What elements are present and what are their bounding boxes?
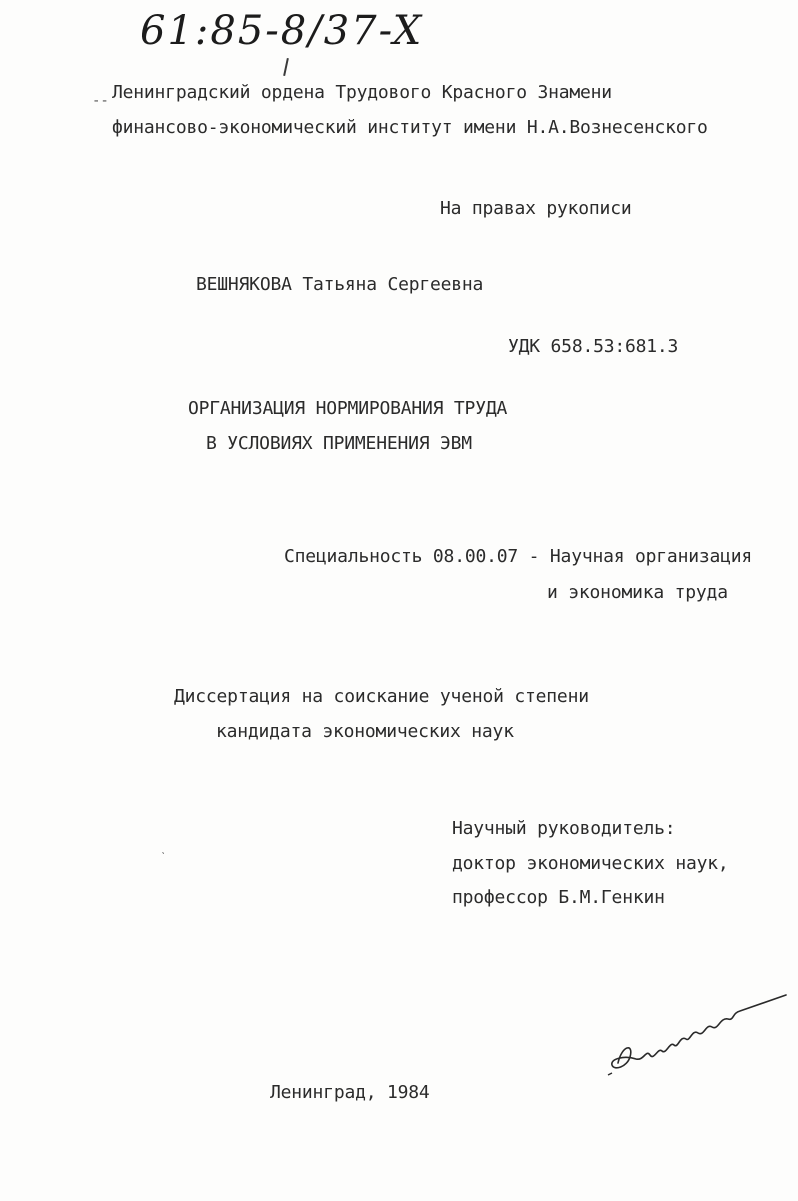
udc-code: УДК 658.53:681.3 <box>508 336 679 357</box>
specialty-line-2: и экономика труда <box>547 582 728 603</box>
handwritten-archive-number: 61:85-8/37-X <box>140 8 424 54</box>
institution-line-2: финансово-экономический институт имени Н.А.Вознесенского <box>112 117 708 138</box>
handwritten-tick-mark <box>283 58 289 76</box>
institution-line-1: Ленинградский ордена Трудового Красного Знамени <box>112 82 612 103</box>
thesis-title-line-2: В УСЛОВИЯХ ПРИМЕНЕНИЯ ЭВМ <box>206 433 472 454</box>
specialty-line-1: Специальность 08.00.07 - Научная организация <box>284 546 753 567</box>
author-name: ВЕШНЯКОВА Татьяна Сергеевна <box>196 274 484 295</box>
thesis-title-line-1: ОРГАНИЗАЦИЯ НОРМИРОВАНИЯ ТРУДА <box>188 398 508 419</box>
stray-ink-mark: ˋ <box>160 850 168 864</box>
supervisor-name: профессор Б.М.Генкин <box>452 887 665 908</box>
margin-dash-mark: -- <box>92 93 109 109</box>
author-signature <box>600 985 790 1085</box>
supervisor-label: Научный руководитель: <box>452 818 676 839</box>
dissertation-line-1: Диссертация на соискание ученой степени <box>174 686 589 707</box>
place-and-year: Ленинград, 1984 <box>270 1082 430 1103</box>
dissertation-line-2: кандидата экономических наук <box>216 721 514 742</box>
manuscript-rights: На правах рукописи <box>440 198 632 219</box>
supervisor-degree: доктор экономических наук, <box>452 853 729 874</box>
